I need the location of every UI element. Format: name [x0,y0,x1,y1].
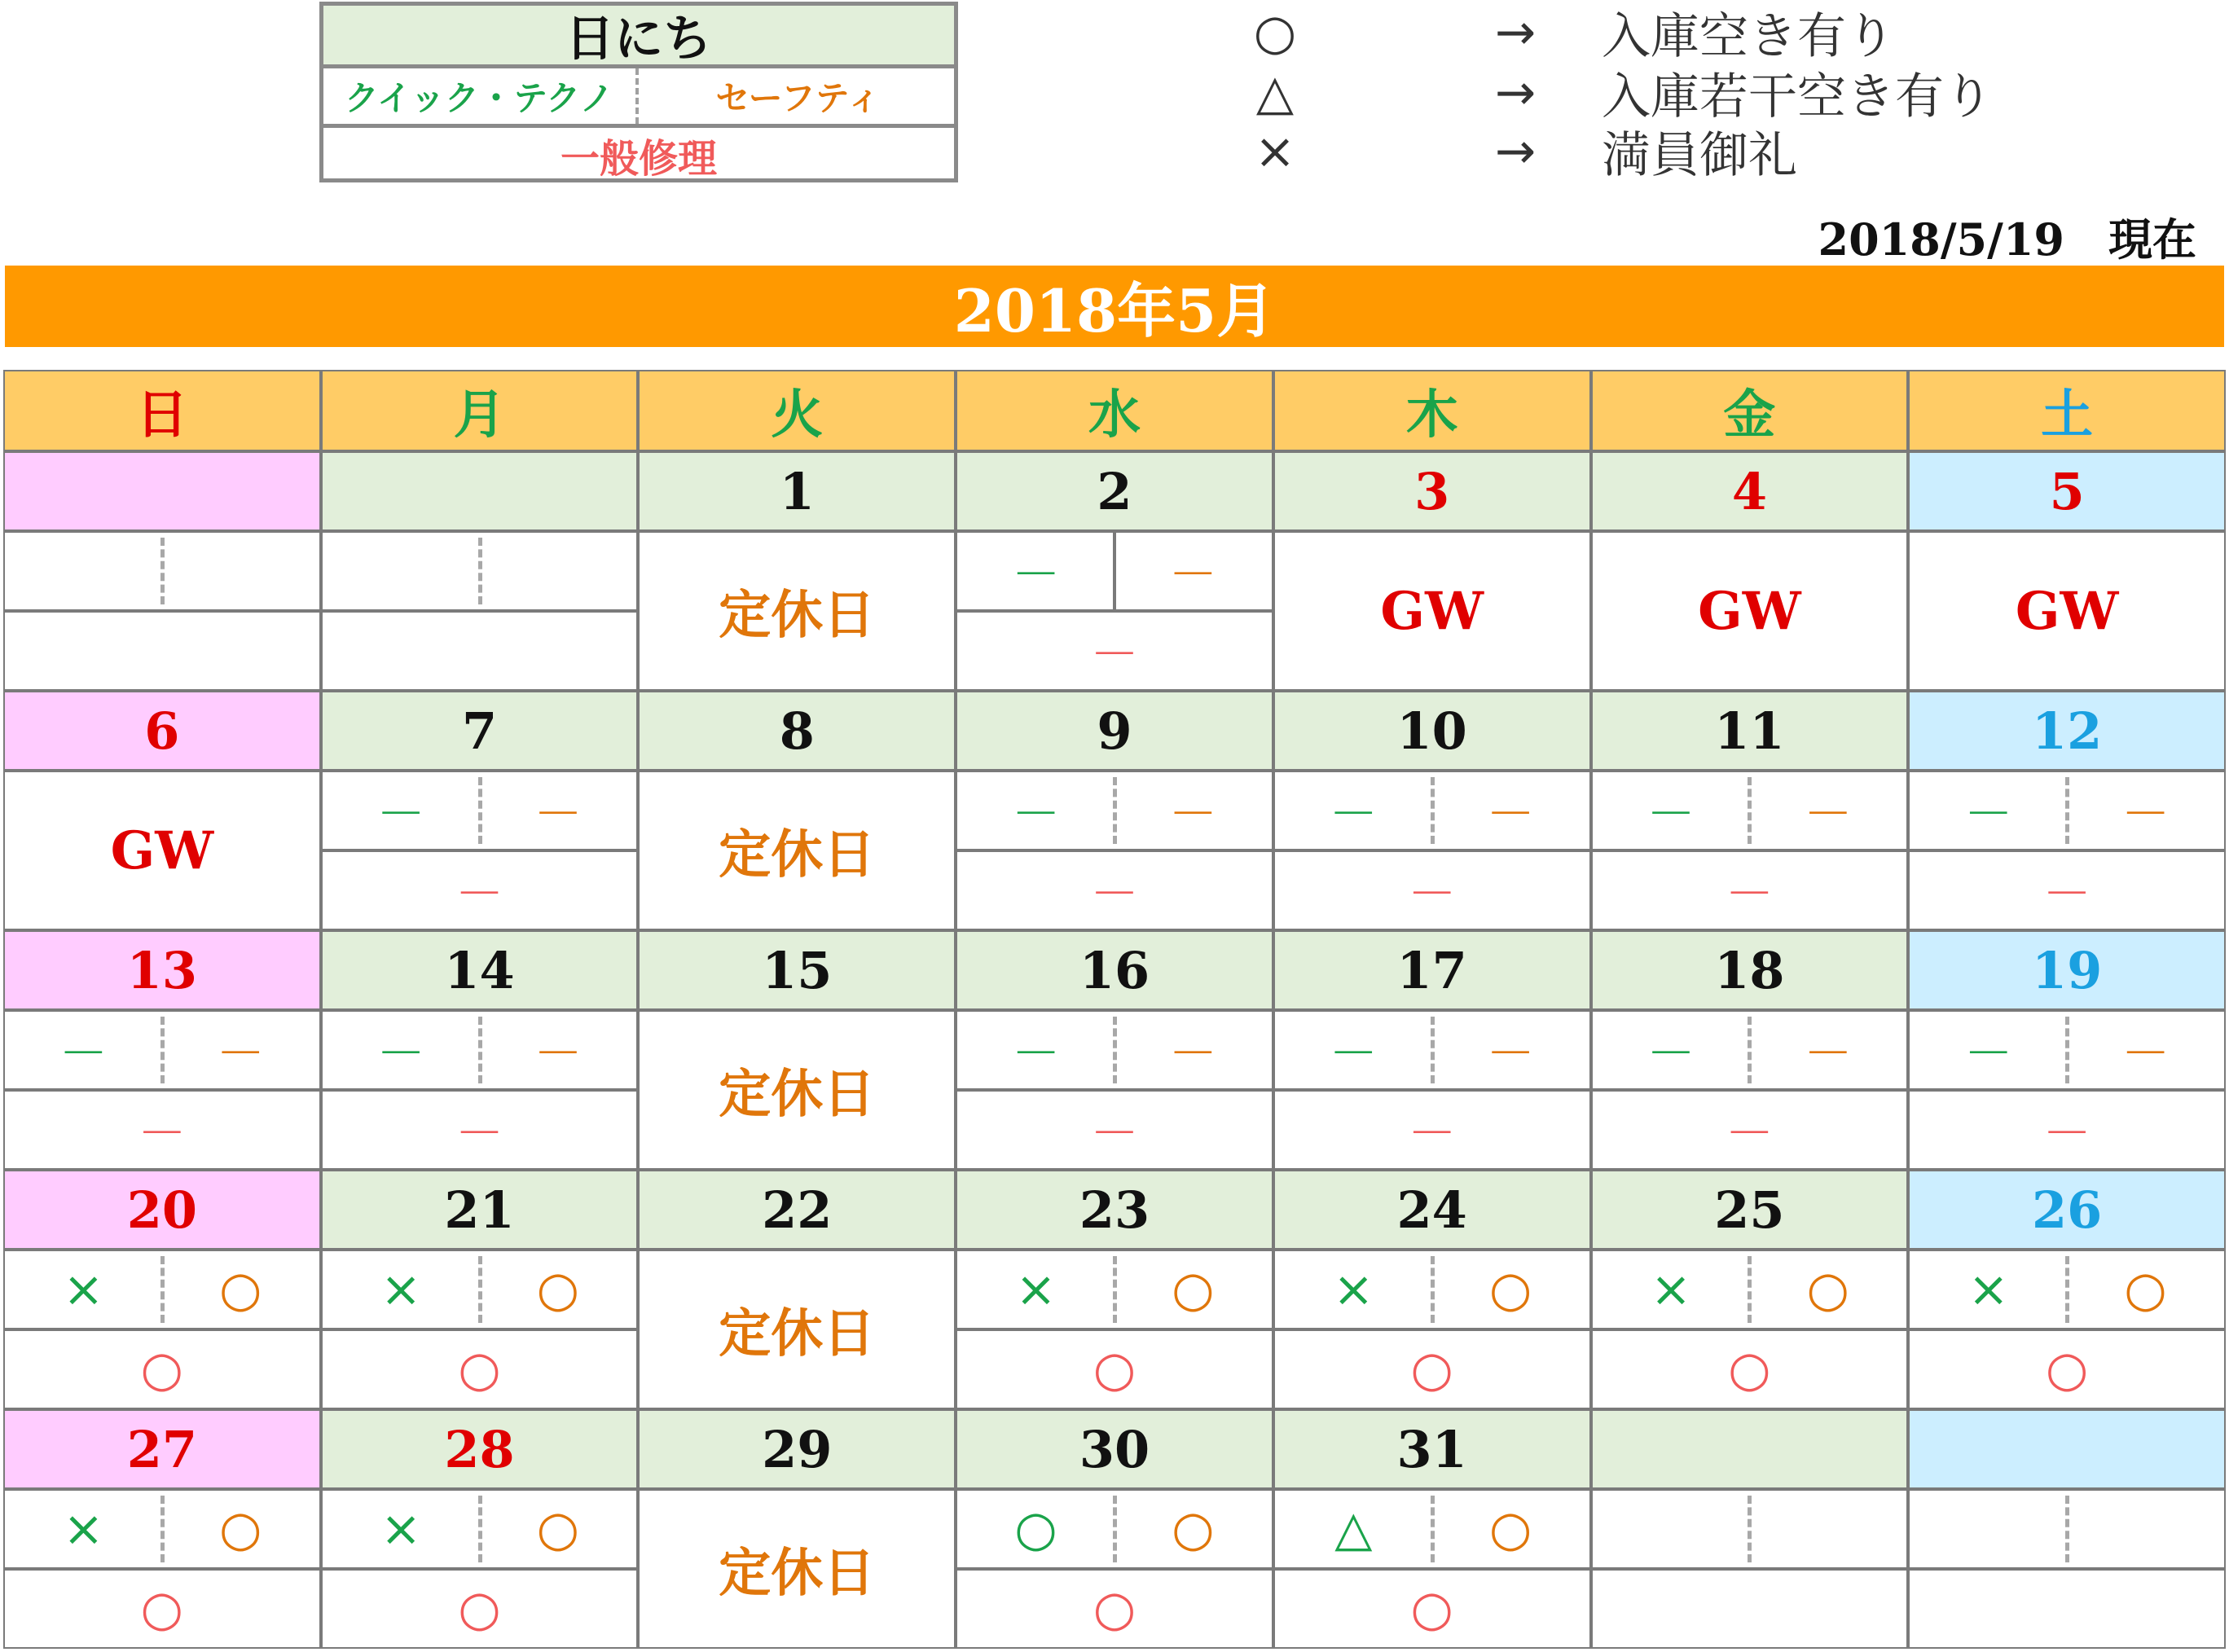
day-number: 1 [638,451,956,531]
legend-divider [635,68,643,124]
legend-title: 日にち [323,6,954,68]
dash-icon: － [1089,866,1139,923]
dash-icon: － [1646,1026,1695,1083]
day-number: 27 [3,1409,321,1489]
slot-top-row [1908,1489,2226,1569]
day-number: 9 [956,691,1273,771]
slot-bottom-row [956,1090,1273,1170]
dash-icon: － [533,1026,583,1083]
slot-bottom-row [1591,1569,1909,1649]
slot-bottom-row [956,1569,1273,1649]
circle-icon: ○ [1488,1500,1532,1558]
slot-top-row [1908,1250,2226,1329]
slot-bottom-row [321,1090,639,1170]
circle-icon: ○ [1172,1500,1215,1558]
cross-icon: × [380,1261,422,1318]
circle-icon: ○ [536,1500,580,1558]
day-number: 5 [1908,451,2226,531]
slot-bottom-row [1273,1090,1591,1170]
slot-bottom-row [321,1329,639,1409]
day-number [1908,1409,2226,1489]
circle-icon: ○ [1488,1261,1532,1318]
gw-label: GW [3,771,321,930]
day-number: 11 [1591,691,1909,771]
empty-slot [5,533,162,609]
slot-top-row [321,1250,639,1329]
circle-icon: ○ [219,1261,262,1318]
dash-icon: － [1168,547,1218,604]
slot-top-row [1591,1010,1909,1090]
slot-bottom-row [3,611,321,691]
slot-bottom-row [321,611,639,691]
slot-top-row [956,531,1273,611]
day-number: 22 [638,1170,956,1250]
slot-bottom-row [1591,1090,1909,1170]
dash-icon: － [533,786,583,843]
day-number: 2 [956,451,1273,531]
slot-bottom-row [1273,850,1591,930]
slot-top-row [956,1489,1273,1569]
dash-icon: － [1407,866,1457,923]
closed-day-label: 定休日 [638,1010,956,1170]
symbol-label: 入庫空き有り [1602,8,1895,65]
day-number: 19 [1908,930,2226,1010]
dash-icon: － [2042,866,2092,923]
dash-icon: － [1011,786,1061,843]
triangle-icon: △ [1255,64,1295,121]
circle-icon: ○ [1093,1341,1136,1398]
slot-top-row [3,1250,321,1329]
cross-icon: × [1967,1261,2009,1318]
dash-icon: － [1725,866,1774,923]
day-number: 7 [321,691,639,771]
cross-icon: × [380,1500,422,1558]
weekday-header: 日 [3,370,321,451]
day-number: 29 [638,1409,956,1489]
day-number [1591,1409,1909,1489]
cross-icon: × [63,1500,104,1558]
slot-bottom-row [956,1329,1273,1409]
slot-top-row [1591,1489,1909,1569]
circle-icon: ○ [140,1580,184,1637]
dash-icon: － [216,1026,266,1083]
empty-slot [1593,1571,1907,1647]
day-number: 3 [1273,451,1591,531]
dash-icon: － [1803,1026,1853,1083]
empty-slot [5,613,319,689]
cross-icon: × [63,1261,104,1318]
weekday-header: 木 [1273,370,1591,451]
day-number: 16 [956,930,1273,1010]
day-number: 20 [3,1170,321,1250]
empty-slot [2067,1491,2224,1567]
slot-bottom-row [1591,850,1909,930]
day-number: 13 [3,930,321,1010]
circle-icon: ○ [1410,1341,1453,1398]
slot-top-row [1908,1010,2226,1090]
day-number: 14 [321,930,639,1010]
slot-top-row [321,771,639,850]
closed-day-label: 定休日 [638,531,956,691]
empty-slot [323,613,637,689]
legend-safety: セーフティ [715,78,881,118]
circle-icon: ○ [1806,1261,1850,1318]
calendar-grid [3,370,2226,1649]
symbol-label: 満員御礼 [1602,127,1797,184]
dash-icon: － [1011,1026,1061,1083]
slot-bottom-row [956,611,1273,691]
arrow-icon: → [1494,64,1537,121]
circle-icon: ○ [2124,1261,2167,1318]
slot-top-row [1591,771,1909,850]
day-number: 24 [1273,1170,1591,1250]
circle-icon: ○ [1014,1500,1057,1558]
month-title: 2018年5月 [5,266,2224,347]
day-number: 31 [1273,1409,1591,1489]
slot-top-row [1273,1010,1591,1090]
slot-top-row [3,531,321,611]
cross-icon: × [1254,123,1296,180]
slot-bottom-row [321,850,639,930]
weekday-header: 水 [956,370,1273,451]
empty-slot [162,533,319,609]
circle-icon: ○ [1093,1580,1136,1637]
day-number: 12 [1908,691,2226,771]
slot-bottom-row [1591,1329,1909,1409]
slot-bottom-row [1908,1569,2226,1649]
day-number: 21 [321,1170,639,1250]
day-number: 28 [321,1409,639,1489]
circle-icon: ○ [458,1580,501,1637]
symbol-legend-row [1230,122,1797,184]
circle-icon: ○ [140,1341,184,1398]
dash-icon: － [1646,786,1695,843]
day-number: 23 [956,1170,1273,1250]
circle-icon: ○ [536,1261,580,1318]
dash-icon: － [455,866,504,923]
slot-top-row [321,531,639,611]
symbol-legend-row [1230,64,1993,125]
legend-quick-techno: クイック・テクノ [344,78,614,118]
slot-top-row [321,1010,639,1090]
cross-icon: × [1650,1261,1692,1318]
dash-icon: － [1963,1026,2013,1083]
dash-icon: － [1407,1105,1457,1162]
day-number: 4 [1591,451,1909,531]
dash-icon: － [1486,1026,1536,1083]
slot-bottom-row [3,1090,321,1170]
dash-icon: － [1168,786,1218,843]
empty-slot [1749,1491,1906,1567]
slot-top-row [3,1010,321,1090]
dash-icon: － [1089,1105,1139,1162]
dash-icon: － [59,1026,108,1083]
dash-icon: － [1725,1105,1774,1162]
slot-bottom-row [1908,1329,2226,1409]
weekday-header: 月 [321,370,639,451]
dash-icon: － [1168,1026,1218,1083]
day-number: 25 [1591,1170,1909,1250]
slot-bottom-row [1908,850,2226,930]
circle-icon: ○ [2045,1341,2089,1398]
day-number [3,451,321,531]
circle-icon: ○ [1728,1341,1771,1398]
slot-top-row [3,1489,321,1569]
as-of-date: 2018/5/19 現在 [1818,213,2196,266]
slot-top-row [321,1489,639,1569]
cross-icon: × [1333,1261,1374,1318]
gw-label: GW [1908,531,2226,691]
dash-icon: － [137,1105,187,1162]
slot-top-row [1273,771,1591,850]
gw-label: GW [1273,531,1591,691]
slot-bottom-row [956,850,1273,930]
dash-icon: － [2121,786,2170,843]
slot-bottom-row [1273,1569,1591,1649]
day-number: 8 [638,691,956,771]
circle-icon: ○ [1253,4,1297,61]
circle-icon: ○ [219,1500,262,1558]
slot-bottom-row [3,1329,321,1409]
day-number: 26 [1908,1170,2226,1250]
symbol-legend-row [1230,3,1895,65]
slot-top-row [956,1010,1273,1090]
dash-icon: － [1486,786,1536,843]
empty-slot [1910,1491,2067,1567]
weekday-header: 金 [1591,370,1909,451]
slot-bottom-row [1908,1090,2226,1170]
arrow-icon: → [1494,123,1537,180]
circle-icon: ○ [1172,1261,1215,1318]
closed-day-label: 定休日 [638,771,956,930]
slot-top-row [1908,771,2226,850]
slot-bottom-row [321,1569,639,1649]
dash-icon: － [1803,786,1853,843]
dash-icon: － [376,786,426,843]
dash-icon: － [2121,1026,2170,1083]
dash-icon: － [2042,1105,2092,1162]
legend-middle-row [323,68,954,128]
circle-icon: ○ [1410,1580,1453,1637]
slot-bottom-row [1273,1329,1591,1409]
closed-day-label: 定休日 [638,1489,956,1649]
day-number: 18 [1591,930,1909,1010]
day-number [321,451,639,531]
day-number: 10 [1273,691,1591,771]
triangle-icon: △ [1334,1500,1373,1558]
legend-box [319,2,958,182]
slot-top-row [1273,1250,1591,1329]
day-number: 30 [956,1409,1273,1489]
gw-label: GW [1591,531,1909,691]
day-number: 15 [638,930,956,1010]
day-number: 6 [3,691,321,771]
closed-day-label: 定休日 [638,1250,956,1409]
slot-top-row [956,1250,1273,1329]
symbol-label: 入庫若干空き有り [1602,68,1993,125]
slot-top-row [956,771,1273,850]
cross-icon: × [1015,1261,1057,1318]
empty-slot [1910,1571,2224,1647]
slot-top-row [1591,1250,1909,1329]
weekday-header: 土 [1908,370,2226,451]
dash-icon: － [455,1105,504,1162]
arrow-icon: → [1494,4,1537,61]
empty-slot [323,533,480,609]
dash-icon: － [1089,626,1139,683]
dash-icon: － [1329,786,1378,843]
dash-icon: － [1329,1026,1378,1083]
slot-top-row [1273,1489,1591,1569]
dash-icon: － [1011,547,1061,604]
weekday-header: 火 [638,370,956,451]
slot-bottom-row [3,1569,321,1649]
empty-slot [1593,1491,1750,1567]
circle-icon: ○ [458,1341,501,1398]
dash-icon: － [376,1026,426,1083]
legend-general-repair: 一般修理 [560,136,717,182]
empty-slot [480,533,637,609]
dash-icon: － [1963,786,2013,843]
day-number: 17 [1273,930,1591,1010]
